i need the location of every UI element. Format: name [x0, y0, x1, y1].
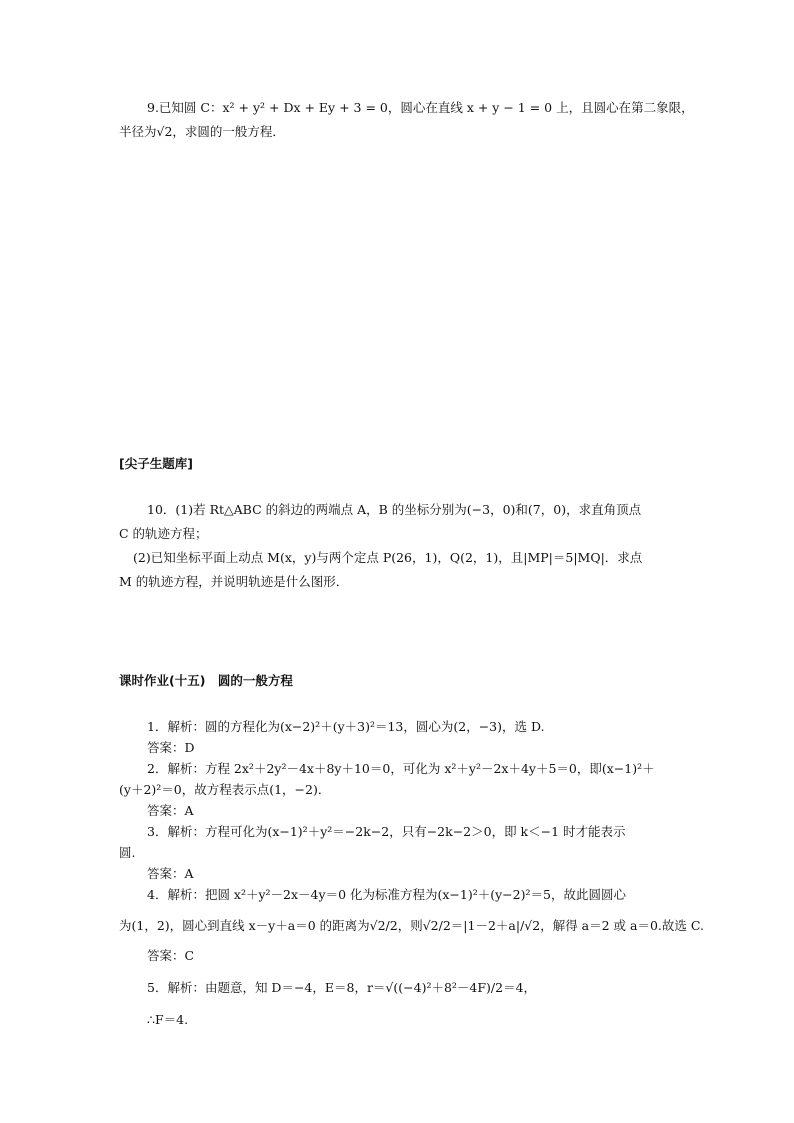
q10-line3: (2)已知坐标平面上动点 M(x，y)与两个定点 P(26，1)，Q(2，1)，且|MP|＝5|MQ|．求点 — [133, 550, 643, 565]
answer-4-line2: 为(1，2)，圆心到直线 x－y＋a＝0 的距离为√2/2，则√2/2＝|1－2＋a|/√2，解得 a＝2 或 a＝0.故选 C. — [119, 918, 704, 933]
q9-line1: 9.已知圆 C：x² + y² + Dx + Ey + 3 = 0，圆心在直线 x + y − 1 = 0 上，且圆心在第二象限， — [147, 100, 694, 115]
answer-2-result: 答案：A — [147, 803, 194, 818]
answer-1: 1．解析：圆的方程化为(x−2)²＋(y＋3)²＝13，圆心为(2，−3)，选 D. — [147, 719, 545, 734]
q9-line2: 半径为√2，求圆的一般方程． — [119, 124, 285, 139]
answer-4-result: 答案：C — [147, 948, 195, 963]
section-title-elite-bank: [尖子生题库] — [119, 456, 193, 471]
answer-3-line1: 3．解析：方程可化为(x−1)²＋y²＝−2k−2，只有−2k−2＞0，即 k＜−1 时才能表示 — [147, 824, 626, 839]
answer-5-line1: 5．解析：由题意，知 D＝−4，E＝8，r＝√((−4)²＋8²－4F)/2＝4， — [147, 980, 537, 995]
answer-section-title: 课时作业(十五) 圆的一般方程 — [119, 673, 293, 688]
answer-5-line2: ∴F＝4. — [147, 1012, 189, 1027]
answer-2-line2: (y＋2)²＝0，故方程表示点(1，−2)． — [119, 782, 331, 797]
q10-line4: M 的轨迹方程，并说明轨迹是什么图形． — [119, 574, 349, 589]
q10-line2: C 的轨迹方程； — [119, 526, 208, 541]
answer-3-line2: 圆. — [119, 845, 136, 860]
answer-3-result: 答案：A — [147, 866, 194, 881]
answer-1-result: 答案：D — [147, 740, 195, 755]
q10-line1: 10．(1)若 Rt△ABC 的斜边的两端点 A，B 的坐标分别为(−3，0)和(7，0)，求直角顶点 — [147, 502, 642, 517]
answer-4-line1: 4．解析：把圆 x²＋y²－2x－4y＝0 化为标准方程为(x−1)²＋(y−2)²＝5，故此圆圆心 — [147, 887, 626, 902]
answer-2-line1: 2．解析：方程 2x²＋2y²－4x＋8y＋10＝0，可化为 x²＋y²－2x＋4y＋5＝0，即(x−1)²＋ — [147, 761, 655, 776]
